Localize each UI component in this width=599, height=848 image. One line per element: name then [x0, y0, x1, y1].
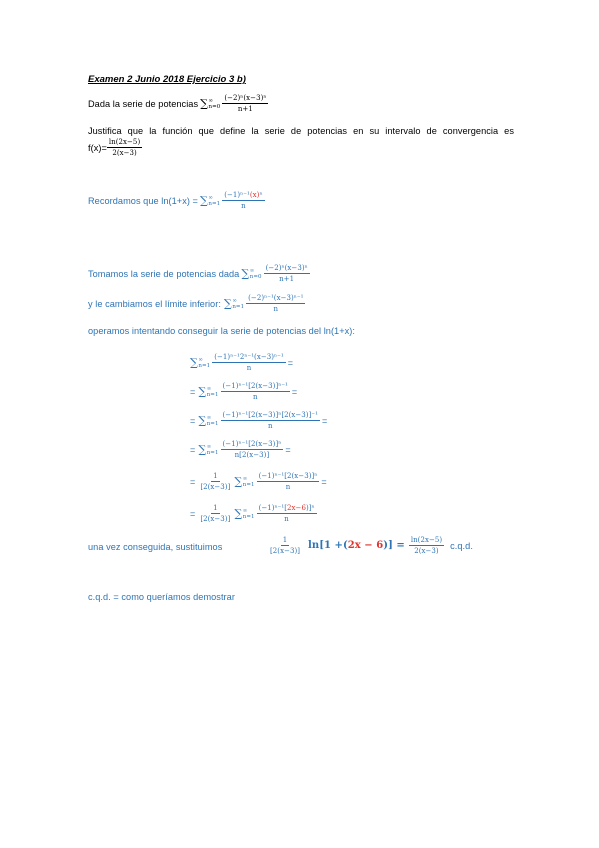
- change-sigma: ∑ ∞ n=1: [223, 297, 245, 310]
- highlight-2x-6: 2x−6: [287, 504, 306, 512]
- final-expression: [268, 536, 473, 555]
- justify-text: Justifica que la función que define la serie de potencias en su intervalo de convergencia es: [88, 126, 514, 136]
- take-fraction: $\frac{\text{(−2)ⁿ(x−3)ⁿ}}{n+1}$: [265, 264, 308, 283]
- step-4: = ∑ ∞ n=1 $\frac{\text{(−1)ⁿ⁻¹[2(x−3)]ⁿ}}{n[2(x-3)]}$ =: [190, 440, 291, 459]
- step-2: = ∑ ∞ n=1 $\frac{\text{(−1)ⁿ⁻¹[2(x−3)]ⁿ⁻¹}}{n}$ =: [190, 382, 298, 401]
- final-cqd: c.q.d.: [450, 540, 473, 551]
- step-1-sigma: ∑ ∞ n=1: [190, 356, 211, 369]
- change-fraction: $\frac{\text{(−2)ⁿ⁻¹(x−3)ⁿ⁻¹}}{n}$: [248, 294, 304, 313]
- recall-line: [88, 191, 265, 210]
- step-1-equals: =: [287, 357, 294, 368]
- step-1-fraction: $\frac{\text{(−1)ⁿ⁻¹2ⁿ⁻¹(x−3)ⁿ⁻¹}}{n}$: [214, 353, 284, 372]
- fx-definition: [88, 138, 142, 157]
- change-label: y le cambiamos el límite inferior:: [88, 298, 221, 309]
- step-6: = $\frac{1}{[2(x-3)]}$ ∑ ∞ n=1 $\frac{\text{(−1)ⁿ⁻¹[2x−6)]ⁿ}}{n}$: [190, 504, 315, 523]
- step-5: = $\frac{1}{[2(x-3)]}$ ∑ ∞ n=1 $\frac{\text{(−1)ⁿ⁻¹[2(x−3)]ⁿ}}{n}$ =: [190, 472, 327, 491]
- recall-label: Recordamos que ln(1+x) =: [88, 195, 198, 206]
- final-ln: ln[1 +(2x − 6)] =: [308, 540, 405, 551]
- series-fraction: $\frac{\text{(−2)ⁿ(x−3)ⁿ}}{n+1}$: [224, 94, 267, 113]
- step-4-fraction: $\frac{\text{(−1)ⁿ⁻¹[2(x−3)]ⁿ}}{n[2(x-3)]}$: [222, 440, 282, 459]
- step-3: = ∑ ∞ n=1 $\frac{\text{(−1)ⁿ⁻¹[2(x−3)]ⁿ[2(x−3)]⁻¹}}{n}$ =: [190, 411, 328, 430]
- operate-text: operamos intentando conseguir la serie de potencias del ln(1+x):: [88, 326, 355, 336]
- take-label: Tomamos la serie de potencias dada: [88, 268, 240, 279]
- final-highlight: 2x − 6: [347, 540, 384, 551]
- page-title: Examen 2 Junio 2018 Ejercicio 3 b): [88, 74, 246, 85]
- final-result-fraction: $\frac{\ln(2x-5)}{2(x-3)}$: [410, 536, 443, 555]
- step-4-sigma: ∑ ∞ n=1: [198, 443, 219, 456]
- intro-label: Dada la serie de potencias: [88, 98, 199, 109]
- step-5-sigma: ∑ ∞ n=1: [234, 475, 255, 488]
- intro-line: [88, 94, 268, 113]
- series-sigma: ∑ ∞ n=0: [200, 97, 221, 110]
- fx-fraction: $\frac{\ln(2x-5)}{2(x-3)}$: [108, 138, 141, 157]
- take-line: [88, 264, 310, 283]
- step-5-fraction: $\frac{\text{(−1)ⁿ⁻¹[2(x−3)]ⁿ}}{n}$: [258, 472, 318, 491]
- change-line: [88, 294, 305, 313]
- fx-label: f(x)=: [88, 142, 107, 153]
- footnote: c.q.d. = como queríamos demostrar: [88, 592, 235, 602]
- recall-sigma: ∑ ∞ n=1: [199, 194, 221, 207]
- step-3-fraction: $\frac{\text{(−1)ⁿ⁻¹[2(x−3)]ⁿ[2(x−3)]⁻¹}}{n}$: [222, 411, 318, 430]
- recall-fraction: $\frac{\text{(−1)ⁿ⁻¹(x)ⁿ}}{n}$: [224, 191, 263, 210]
- take-sigma: ∑ ∞ n=0: [241, 267, 262, 280]
- step-3-sigma: ∑ ∞ n=1: [198, 414, 219, 427]
- step-6-sigma: ∑ ∞ n=1: [234, 507, 255, 520]
- step-1: [190, 353, 293, 372]
- final-label: una vez conseguida, sustituimos: [88, 542, 223, 552]
- step-2-fraction: $\frac{\text{(−1)ⁿ⁻¹[2(x−3)]ⁿ⁻¹}}{n}$: [222, 382, 288, 401]
- step-2-sigma: ∑ ∞ n=1: [198, 385, 219, 398]
- step-6-prefactor: $\frac{1}{[2(x-3)]}$: [200, 504, 231, 523]
- final-prefactor: $\frac{1}{[2(x-3)]}$: [270, 536, 301, 555]
- step-5-prefactor: $\frac{1}{[2(x-3)]}$: [200, 472, 231, 491]
- step-6-fraction: $\frac{\text{(−1)ⁿ⁻¹[2x−6)]ⁿ}}{n}$: [258, 504, 315, 523]
